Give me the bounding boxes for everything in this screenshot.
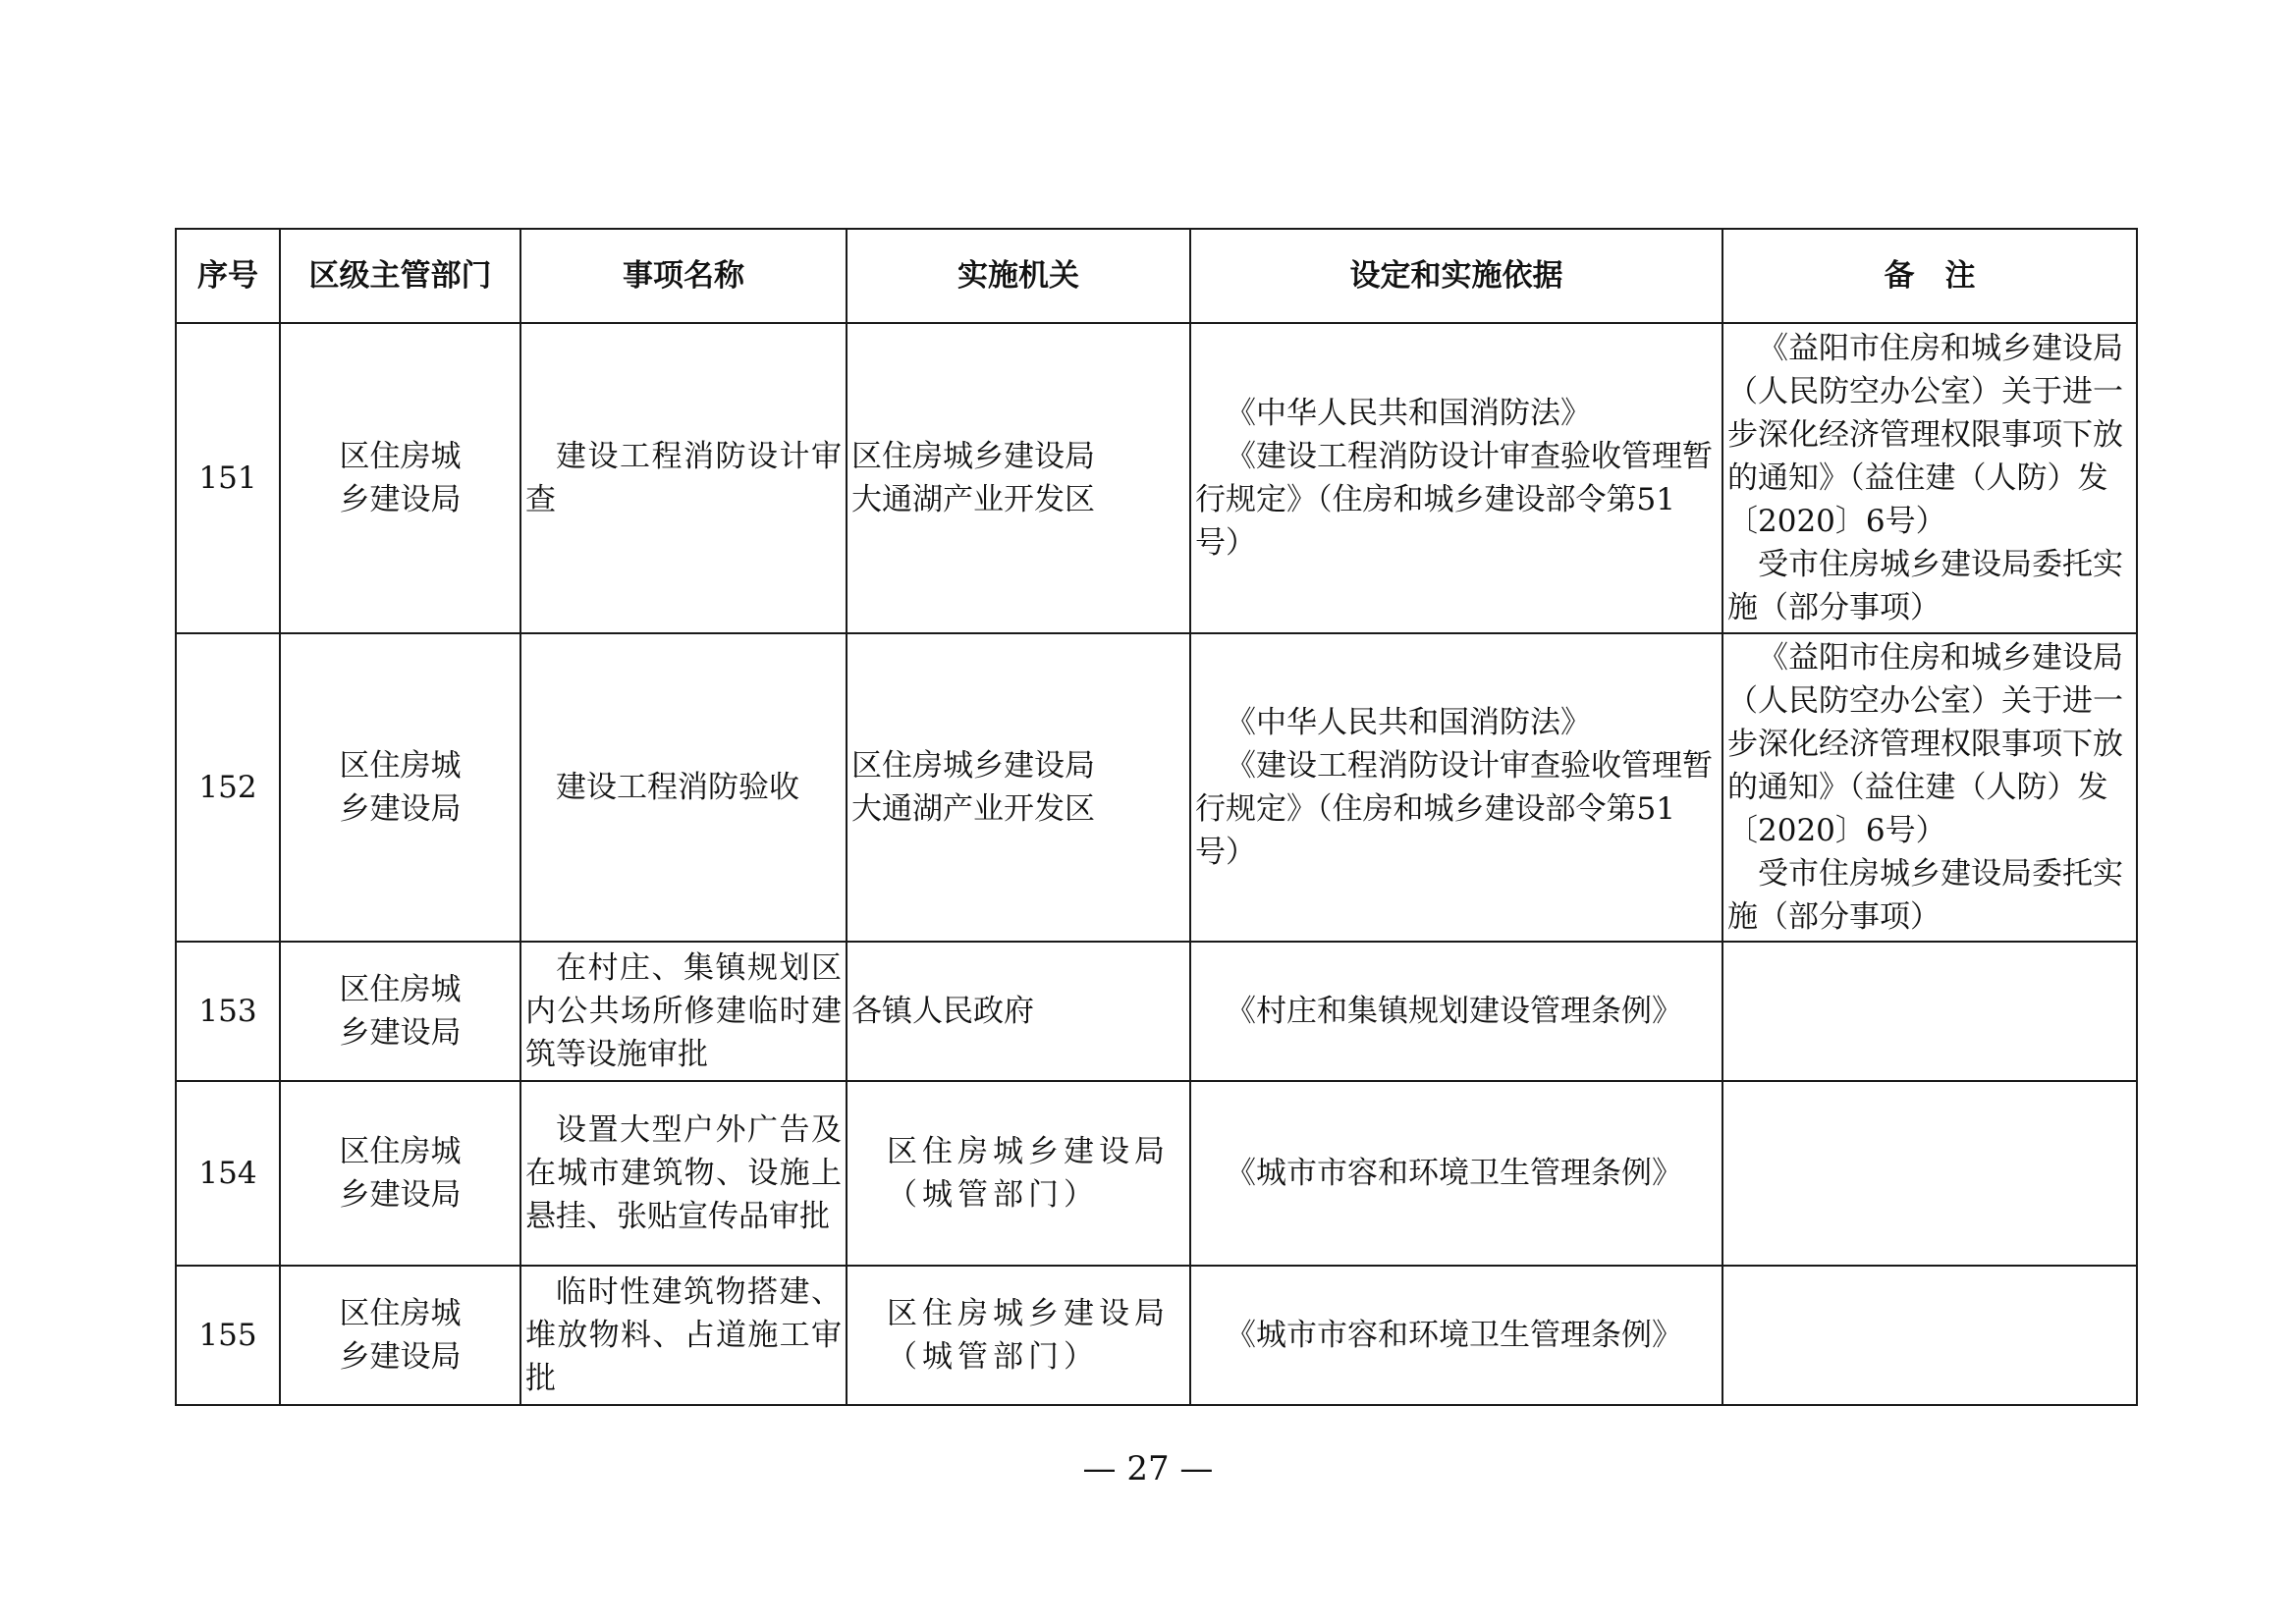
table-row bbox=[176, 1266, 2137, 1405]
table-row bbox=[176, 633, 2137, 942]
row-seq: 152 bbox=[176, 633, 280, 942]
row-dept-text: 区住房城乡建设局 bbox=[339, 1296, 462, 1375]
row-note bbox=[1722, 1081, 2137, 1266]
row-basis-line: 《村庄和集镇规划建设管理条例》 bbox=[1226, 994, 1682, 1029]
header-basis: 设定和实施依据 bbox=[1190, 229, 1722, 323]
header-item: 事项名称 bbox=[520, 229, 847, 323]
row-dept bbox=[280, 633, 520, 942]
row-item: 建设工程消防设计审查 bbox=[520, 323, 847, 633]
row-note-line: 《益阳市住房和城乡建设局（人民防空办公室）关于进一步深化经济管理权限事项下放的通知》（益住建（人防）发〔2020〕6号） bbox=[1727, 331, 2123, 539]
row-note-line: 受市住房城乡建设局委托实施（部分事项） bbox=[1727, 856, 2123, 935]
row-note bbox=[1722, 942, 2137, 1081]
row-dept-text: 区住房城乡建设局 bbox=[339, 748, 462, 827]
row-basis-line: 《城市市容和环境卫生管理条例》 bbox=[1226, 1156, 1682, 1191]
row-basis bbox=[1190, 942, 1722, 1081]
row-dept bbox=[280, 1266, 520, 1405]
row-note bbox=[1722, 1266, 2137, 1405]
row-dept-text: 区住房城乡建设局 bbox=[339, 1134, 462, 1213]
row-note bbox=[1722, 323, 2137, 633]
header-note: 备 注 bbox=[1722, 229, 2137, 323]
row-org bbox=[847, 633, 1190, 942]
table-header-row bbox=[176, 229, 2137, 323]
row-item: 在村庄、集镇规划区内公共场所修建临时建筑等设施审批 bbox=[520, 942, 847, 1081]
row-dept bbox=[280, 323, 520, 633]
permits-table bbox=[175, 228, 2138, 1406]
header-org: 实施机关 bbox=[847, 229, 1190, 323]
table-row bbox=[176, 1081, 2137, 1266]
row-basis bbox=[1190, 323, 1722, 633]
row-note-line: 受市住房城乡建设局委托实施（部分事项） bbox=[1727, 547, 2123, 625]
page-number: — 27 — bbox=[1082, 1449, 1214, 1488]
row-basis-line: 《建设工程消防设计审查验收管理暂行规定》（住房和城乡建设部令第51号） bbox=[1195, 439, 1713, 561]
row-dept-text: 区住房城乡建设局 bbox=[339, 972, 462, 1051]
row-org bbox=[847, 1081, 1190, 1266]
row-seq: 154 bbox=[176, 1081, 280, 1266]
row-org-line: 大通湖产业开发区 bbox=[851, 482, 1095, 517]
row-basis-line: 《建设工程消防设计审查验收管理暂行规定》（住房和城乡建设部令第51号） bbox=[1195, 748, 1713, 870]
row-note bbox=[1722, 633, 2137, 942]
row-basis bbox=[1190, 633, 1722, 942]
row-basis-line: 《中华人民共和国消防法》 bbox=[1226, 396, 1591, 431]
row-org-line: 区住房城乡建设局（城管部门） bbox=[887, 1134, 1170, 1213]
table-row bbox=[176, 942, 2137, 1081]
row-basis-line: 《城市市容和环境卫生管理条例》 bbox=[1226, 1318, 1682, 1353]
row-basis bbox=[1190, 1081, 1722, 1266]
table-row bbox=[176, 323, 2137, 633]
header-seq: 序号 bbox=[176, 229, 280, 323]
row-org bbox=[847, 942, 1190, 1081]
row-seq: 153 bbox=[176, 942, 280, 1081]
row-basis bbox=[1190, 1266, 1722, 1405]
row-dept bbox=[280, 1081, 520, 1266]
row-org bbox=[847, 323, 1190, 633]
row-item: 建设工程消防验收 bbox=[520, 633, 847, 942]
row-org-line: 大通湖产业开发区 bbox=[851, 791, 1095, 827]
row-org-line: 区住房城乡建设局（城管部门） bbox=[887, 1296, 1170, 1375]
row-item: 设置大型户外广告及在城市建筑物、设施上悬挂、张贴宣传品审批 bbox=[520, 1081, 847, 1266]
row-seq: 155 bbox=[176, 1266, 280, 1405]
row-seq: 151 bbox=[176, 323, 280, 633]
header-dept: 区级主管部门 bbox=[280, 229, 520, 323]
row-org-line: 区住房城乡建设局 bbox=[851, 748, 1095, 784]
row-basis-line: 《中华人民共和国消防法》 bbox=[1226, 705, 1591, 740]
row-org bbox=[847, 1266, 1190, 1405]
row-note-line: 《益阳市住房和城乡建设局（人民防空办公室）关于进一步深化经济管理权限事项下放的通知》（益住建（人防）发〔2020〕6号） bbox=[1727, 640, 2123, 848]
row-org-line: 各镇人民政府 bbox=[851, 994, 1034, 1029]
row-dept bbox=[280, 942, 520, 1081]
row-dept-text: 区住房城乡建设局 bbox=[339, 439, 462, 517]
row-org-line: 区住房城乡建设局 bbox=[851, 439, 1095, 474]
row-item: 临时性建筑物搭建、堆放物料、占道施工审批 bbox=[520, 1266, 847, 1405]
